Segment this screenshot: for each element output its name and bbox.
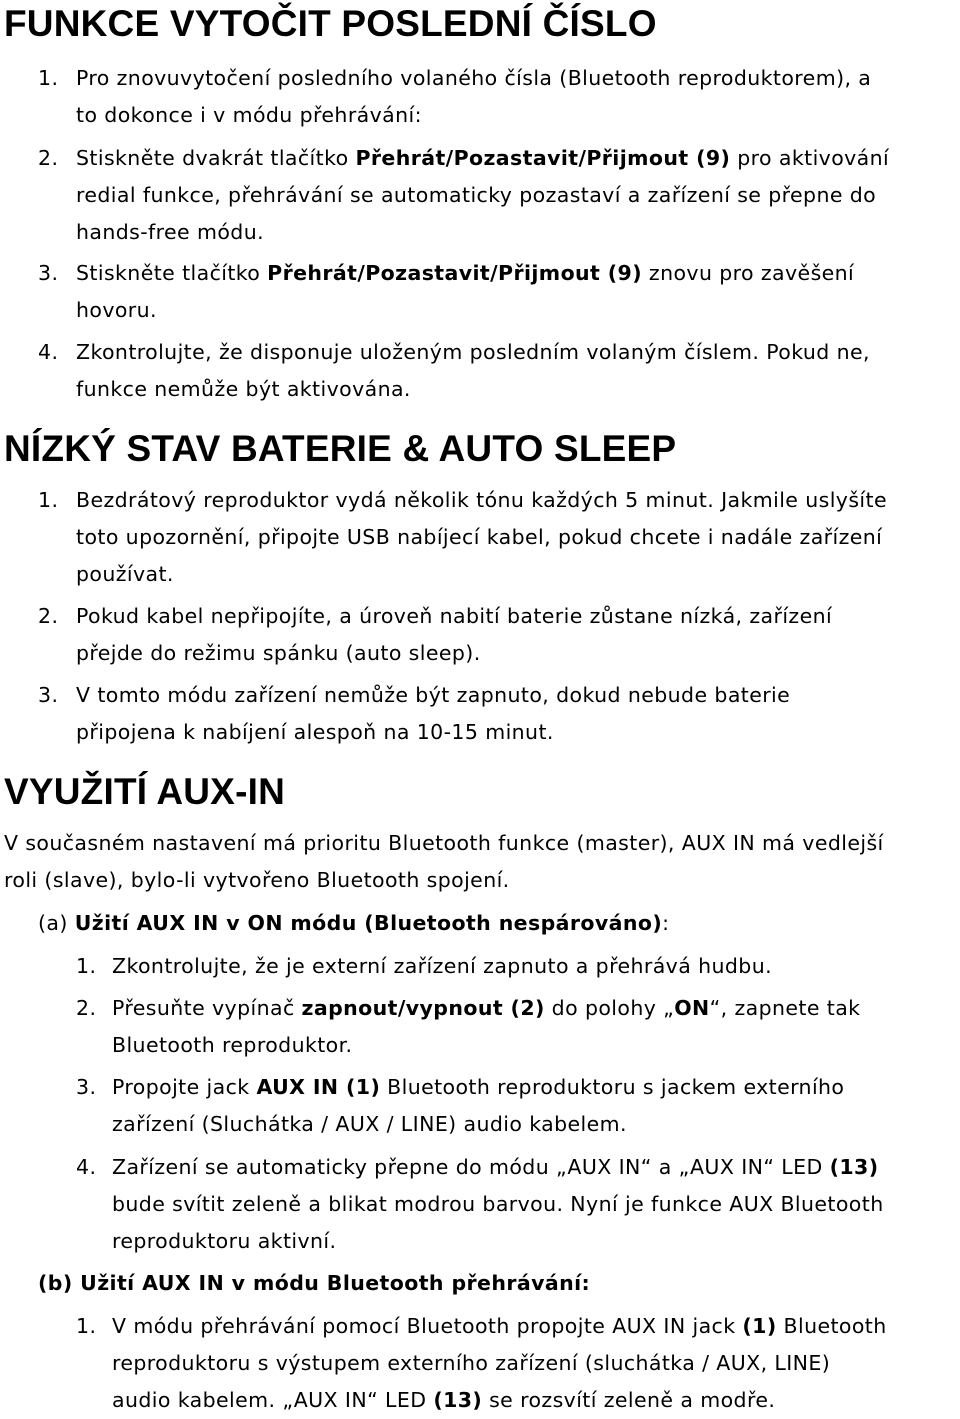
redial-item-1-line-2: to dokonce i v módu přehrávání: xyxy=(76,103,422,127)
aux-in-jack-ref: AUX IN (1) xyxy=(256,1075,381,1099)
redial-item-2-line-3: hands-free módu. xyxy=(76,220,265,244)
aux-b-item-1-line-1: V módu přehrávání pomocí Bluetooth propojte AUX IN jack (1) Bluetooth xyxy=(112,1314,887,1338)
battery-item-3-line-2: připojena k nabíjení alespoň na 10-15 minut. xyxy=(76,720,554,744)
redial-item-4-number: 4. xyxy=(38,340,59,364)
aux-a-item-2-line-1: Přesuňte vypínač zapnout/vypnout (2) do polohy „ON“, zapnete tak xyxy=(112,996,861,1020)
aux-a-item-2-number: 2. xyxy=(76,996,97,1020)
redial-item-1-number: 1. xyxy=(38,66,59,90)
play-pause-answer-button-ref: Přehrát/Pozastavit/Přijmout (9) xyxy=(355,146,731,170)
aux-a-item-1-line-1: Zkontrolujte, že je externí zařízení zapnuto a přehrává hudbu. xyxy=(112,954,772,978)
battery-heading: NÍZKÝ STAV BATERIE & AUTO SLEEP xyxy=(4,428,677,469)
play-pause-answer-button-ref: Přehrát/Pozastavit/Přijmout (9) xyxy=(267,261,642,285)
redial-item-3-number: 3. xyxy=(38,261,59,285)
battery-item-2-line-1: Pokud kabel nepřipojíte, a úroveň nabití baterie zůstane nízká, zařízení xyxy=(76,604,833,628)
aux-a-item-3-line-1: Propojte jack AUX IN (1) Bluetooth reproduktoru s jackem externího xyxy=(112,1075,845,1099)
aux-b-item-1-line-3: audio kabelem. „AUX IN“ LED (13) se rozsvítí zeleně a modře. xyxy=(112,1388,776,1412)
aux-a-item-4-line-2: bude svítit zeleně a blikat modrou barvou. Nyní je funkce AUX Bluetooth xyxy=(112,1192,884,1216)
aux-a-item-3-number: 3. xyxy=(76,1075,97,1099)
aux-a-item-3-line-2: zařízení (Sluchátka / AUX / LINE) audio kabelem. xyxy=(112,1112,627,1136)
power-switch-ref: zapnout/vypnout (2) xyxy=(301,996,545,1020)
battery-item-2-number: 2. xyxy=(38,604,59,628)
redial-item-3-line-2: hovoru. xyxy=(76,298,157,322)
aux-a-item-4-line-3: reproduktoru aktivní. xyxy=(112,1229,337,1253)
aux-b-item-1-number: 1. xyxy=(76,1314,97,1338)
redial-heading: FUNKCE VYTOČIT POSLEDNÍ ČÍSLO xyxy=(4,3,657,44)
aux-b-item-1-line-2: reproduktoru s výstupem externího zařízení (sluchátka / AUX, LINE) xyxy=(112,1351,831,1375)
battery-item-1-number: 1. xyxy=(38,488,59,512)
battery-item-3-number: 3. xyxy=(38,683,59,707)
redial-item-4-line-1: Zkontrolujte, že disponuje uloženým posledním volaným číslem. Pokud ne, xyxy=(76,340,870,364)
aux-intro-line-1: V současném nastavení má prioritu Bluetooth funkce (master), AUX IN má vedlejší xyxy=(4,831,884,855)
aux-intro-line-2: roli (slave), bylo-li vytvořeno Bluetooth spojení. xyxy=(4,868,510,892)
aux-in-jack-ref: (1) xyxy=(742,1314,777,1338)
aux-a-item-4-number: 4. xyxy=(76,1155,97,1179)
redial-item-2-number: 2. xyxy=(38,146,59,170)
led-ref: (13) xyxy=(433,1388,483,1412)
redial-item-3-line-1: Stiskněte tlačítko Přehrát/Pozastavit/Přijmout (9) znovu pro zavěšení xyxy=(76,261,855,285)
redial-item-2-line-1: Stiskněte dvakrát tlačítko Přehrát/Pozastavit/Přijmout (9) pro aktivování xyxy=(76,146,890,170)
aux-subsection-a-title: (a) Užití AUX IN v ON módu (Bluetooth nespárováno): xyxy=(38,911,670,935)
aux-subsection-b-title: (b) Užití AUX IN v módu Bluetooth přehrávání: xyxy=(38,1271,591,1295)
aux-a-item-4-line-1: Zařízení se automaticky přepne do módu „AUX IN“ a „AUX IN“ LED (13) xyxy=(112,1155,879,1179)
battery-item-1-line-2: toto upozornění, připojte USB nabíjecí kabel, pokud chcete i nadále zařízení xyxy=(76,525,883,549)
redial-item-1-line-1: Pro znovuvytočení posledního volaného čísla (Bluetooth reproduktorem), a xyxy=(76,66,872,90)
aux-a-item-1-number: 1. xyxy=(76,954,97,978)
aux-a-item-2-line-2: Bluetooth reproduktor. xyxy=(112,1033,353,1057)
led-ref: (13) xyxy=(829,1155,879,1179)
battery-item-1-line-3: používat. xyxy=(76,562,174,586)
redial-item-4-line-2: funkce nemůže být aktivována. xyxy=(76,377,411,401)
aux-heading: VYUŽITÍ AUX-IN xyxy=(4,771,285,812)
battery-item-1-line-1: Bezdrátový reproduktor vydá několik tónu každých 5 minut. Jakmile uslyšíte xyxy=(76,488,887,512)
redial-item-2-line-2: redial funkce, přehrávání se automaticky pozastaví a zařízení se přepne do xyxy=(76,183,877,207)
battery-item-3-line-1: V tomto módu zařízení nemůže být zapnuto, dokud nebude baterie xyxy=(76,683,791,707)
battery-item-2-line-2: přejde do režimu spánku (auto sleep). xyxy=(76,641,481,665)
